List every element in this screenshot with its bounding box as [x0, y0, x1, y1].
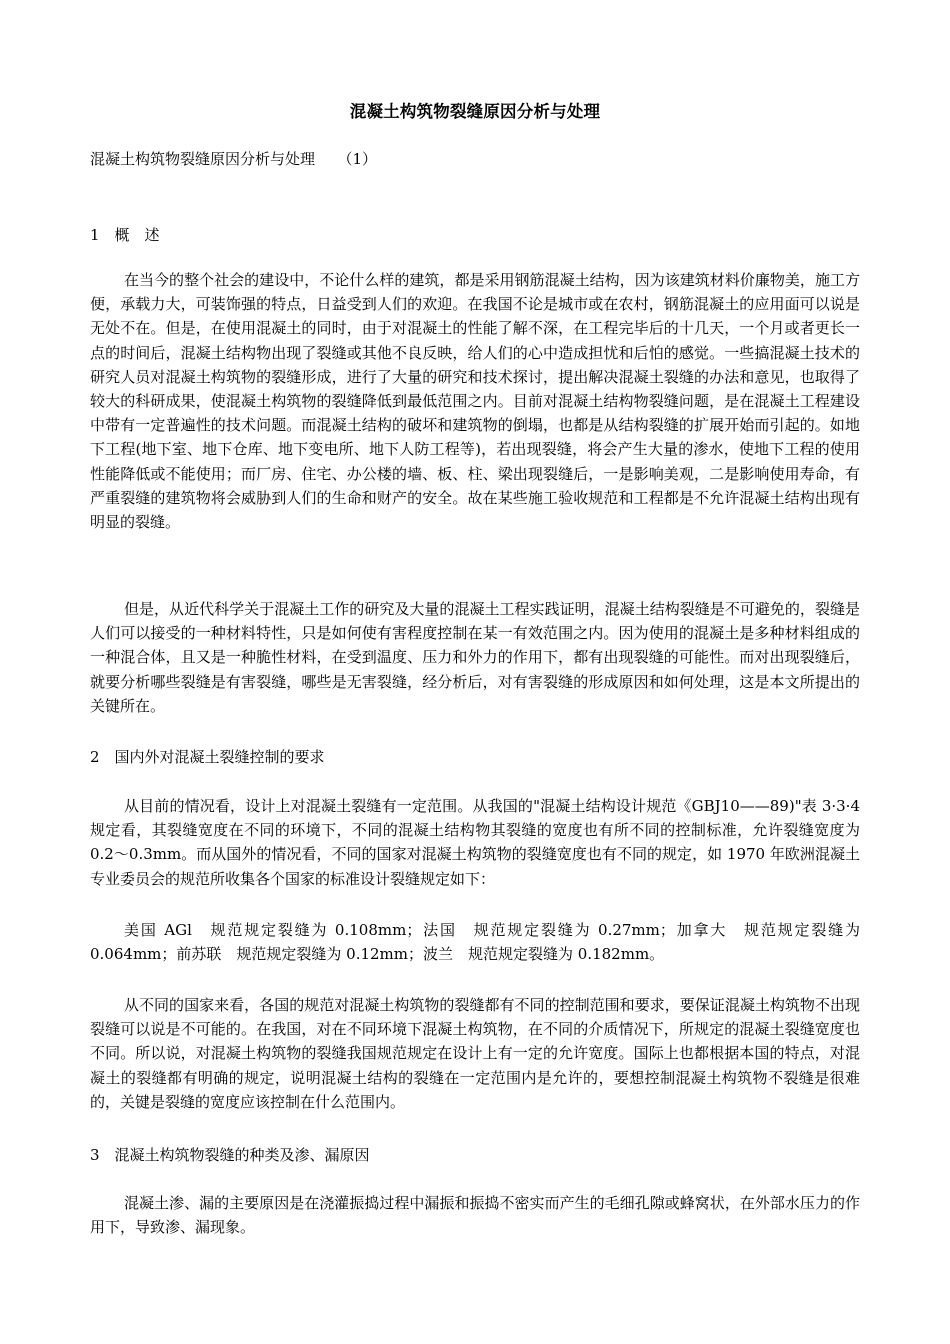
section-3-paragraph-1: 混凝土渗、漏的主要原因是在浇灌振捣过程中漏振和振捣不密实而产生的毛细孔隙或蜂窝状，在外部水压力的作用下，导致渗、漏现象。 — [90, 1194, 860, 1237]
section-2-paragraph-3: 从不同的国家来看，各国的规范对混凝土构筑物的裂缝都有不同的控制范围和要求，要保证混凝土构筑物不出现裂缝可以说是不可能的。在我国，对在不同环境下混凝土构筑物，在不同的介质情况下，所规定的混凝土裂缝宽度也不同。所以说，对混凝土构筑物的裂缝我国规范规定在设计上有一定的允许宽度。国际上也都根据本国的特点，对混凝土的裂缝都有明确的规定，说明混凝土结构的裂缝在一定范围内是允许的，要想控制混凝土构筑物不裂缝是很难的，关键是裂缝的宽度应该控制在什么范围内。 — [90, 996, 860, 1111]
section-1-paragraph-2: 但是，从近代科学关于混凝土工作的研究及大量的混凝土工程实践证明，混凝土结构裂缝是不可避免的，裂缝是人们可以接受的一种材料特性，只是如何使有害程度控制在某一有效范围之内。因为使用的混凝土是多种材料组成的一种混合体，且又是一种脆性材料，在受到温度、压力和外力的作用下，都有出现裂缝的可能性。而对出现裂缝后，就要分析哪些裂缝是有害裂缝，哪些是无害裂缝，经分析后，对有害裂缝的形成原因和如何处理，这是本文所提出的关键所在。 — [90, 600, 860, 715]
document-title: 混凝土构筑物裂缝原因分析与处理 — [349, 102, 601, 121]
section-heading-1: 1 概 述 — [90, 226, 160, 244]
section-2-paragraph-1: 从目前的情况看，设计上对混凝土裂缝有一定范围。从我国的"混凝土结构设计规范《GBJ10——89)"表 3·3·4 规定看，其裂缝宽度在不同的环境下，不同的混凝土结构物其裂缝的宽度也有所不同的控制标准，允许裂缝宽度为 0.2～0.3mm。而从国外的情况看，不同的国家对混凝土构筑物的裂缝宽度也有不同的规定，如 1970 年欧洲混凝土专业委员会的规范所收集各个国家的标准设计裂缝规定如下： — [90, 797, 860, 888]
section-heading-2: 2 国内外对混凝土裂缝控制的要求 — [90, 748, 325, 766]
section-2-paragraph-2: 美国 AGl 规范规定裂缝为 0.108mm；法国 规范规定裂缝为 0.27mm；加拿大 规范规定裂缝为 0.064mm；前苏联 规范规定裂缝为 0.12mm；波兰 规范规定裂缝为 0.182mm。 — [90, 921, 860, 964]
document-subtitle: 混凝土构筑物裂缝原因分析与处理 （1） — [90, 150, 378, 168]
section-heading-3: 3 混凝土构筑物裂缝的种类及渗、漏原因 — [90, 1146, 370, 1164]
section-1-paragraph-1: 在当今的整个社会的建设中，不论什么样的建筑，都是采用钢筋混凝土结构，因为该建筑材料价廉物美，施工方便，承载力大，可装饰强的特点，日益受到人们的欢迎。在我国不论是城市或在农村，钢筋混凝土的应用面可以说是无处不在。但是，在使用混凝土的同时，由于对混凝土的性能了解不深，在工程完毕后的十几天，一个月或者更长一点的时间后，混凝土结构物出现了裂缝或其他不良反映，给人们的心中造成担忧和后怕的感觉。一些搞混凝土技术的研究人员对混凝土构筑物的裂缝形成，进行了大量的研究和技术探讨，提出解决混凝土裂缝的办法和意见，也取得了较大的科研成果，使混凝土构筑物的裂缝降低到最低范围之内。目前对混凝土结构物裂缝问题，是在混凝土工程建设中带有一定普遍性的技术问题。而混凝土结构的破坏和建筑物的倒塌，也都是从结构裂缝的扩展开始而引起的。如地下工程(地下室、地下仓库、地下变电所、地下人防工程等)，若出现裂缝，将会产生大量的渗水，使地下工程的使用性能降低或不能使用；而厂房、住宅、办公楼的墙、板、柱、梁出现裂缝后，一是影响美观，二是影响使用寿命，有严重裂缝的建筑物将会威胁到人们的生命和财产的安全。故在某些施工验收规范和工程都是不允许混凝土结构出现有明显的裂缝。 — [90, 271, 860, 532]
